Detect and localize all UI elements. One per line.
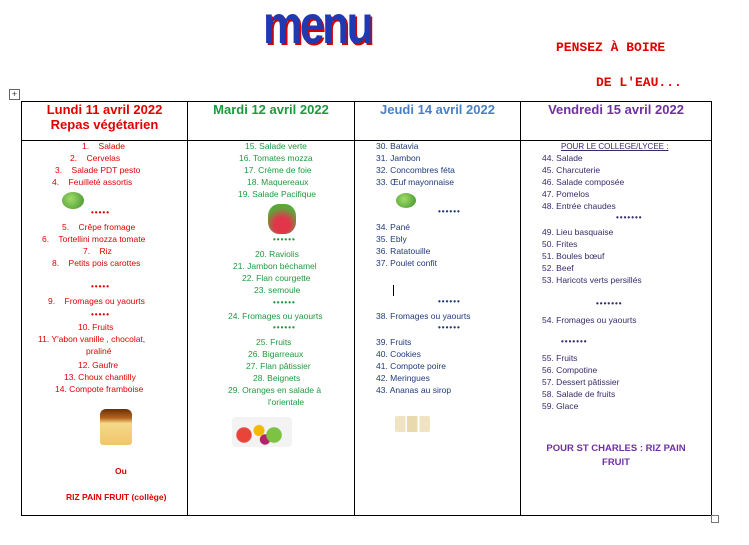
tuesday-title: Mardi 12 avril 2022 [213,102,329,117]
list-item: 6. Tortellini mozza tomate [42,234,146,244]
list-item: 57. Dessert pâtissier [542,377,620,387]
salad-icon [396,193,416,208]
list-item: 43. Ananas au sirop [376,385,452,395]
fruits-basket-icon [232,417,292,447]
monday-menu [22,141,188,516]
list-item: 53. Haricots verts persillés [542,275,642,285]
list-item: 25. Fruits [256,337,292,347]
list-item: 42. Meringues [376,373,430,383]
list-item: 38. Fromages ou yaourts [376,311,471,321]
separator: •••••• [273,235,296,244]
or-label: Ou [115,466,127,476]
list-item: 56. Compotine [542,365,598,375]
list-item: 50. Frites [542,239,578,249]
monday-alternative: RIZ PAIN FRUIT (collège) [66,492,167,502]
list-item: 44. Salade [542,153,583,163]
list-item: 3. Salade PDT pesto [55,165,141,175]
friday-menu [521,141,712,516]
drink-reminder-line2: DE L'EAU... [596,75,682,90]
thursday-title: Jeudi 14 avril 2022 [380,102,495,117]
list-item: l'orientale [268,397,305,407]
list-item: 48. Entrée chaudes [542,201,616,211]
salad-icon [62,192,84,209]
list-item: 36. Ratatouille [376,246,431,256]
list-item: 20. Raviolis [255,249,299,259]
list-item: 31. Jambon [376,153,421,163]
thursday-menu [355,141,521,516]
list-item: 10. Fruits [78,322,114,332]
list-item: 52. Beef [542,263,574,273]
separator: ••••••• [596,299,623,308]
list-item: 22. Flan courgette [242,273,311,283]
separator: ••••• [91,208,111,217]
list-item: 33. Œuf mayonnaise [376,177,454,187]
list-item: 26. Bigarreaux [248,349,304,359]
list-item: 27. Flan pâtissier [246,361,311,371]
list-item: 23. semoule [254,285,301,295]
separator: ••••• [91,310,111,319]
list-item: 1. Salade [82,141,126,151]
list-item: 2. Cervelas [70,153,121,163]
separator: ••••• [91,282,111,291]
list-item: 40. Cookies [376,349,421,359]
list-item: 58. Salade de fruits [542,389,616,399]
separator: ••••••• [561,337,588,346]
monday-subtitle: Repas végétarien [50,117,159,132]
header-tuesday [188,102,355,141]
list-item: 14. Compote framboise [55,384,144,394]
list-item: 34. Pané [376,222,411,232]
list-item: 32. Concombres féta [376,165,455,175]
header-monday [22,102,188,141]
list-item: 7. Riz [83,246,112,256]
list-item: 47. Pomelos [542,189,590,199]
header-thursday [355,102,521,141]
text-cursor [393,285,394,296]
separator: •••••• [273,323,296,332]
list-item: 24. Fromages ou yaourts [228,311,323,321]
separator: •••••• [438,207,461,216]
meringues-icon [395,416,430,432]
list-item: 54. Fromages ou yaourts [542,315,637,325]
list-item: 29. Oranges en salade à [228,385,322,395]
list-item: 12. Gaufre [78,360,119,370]
table-move-handle-icon[interactable]: + [9,89,20,100]
list-item: 46. Salade composée [542,177,625,187]
separator: ••••••• [616,213,643,222]
list-item: 39. Fruits [376,337,412,347]
list-item: 59. Glace [542,401,579,411]
list-item: 35. Ebly [376,234,407,244]
list-item: 11. Y'abon vanille , chocolat, [38,334,146,344]
list-item: 17. Crème de foie [244,165,312,175]
drink-reminder-line1: PENSEZ À BOIRE [556,40,666,55]
list-item: 9. Fromages ou yaourts [48,296,145,306]
list-item: 28. Beignets [253,373,301,383]
list-item: 55. Fruits [542,353,578,363]
list-item: 21. Jambon béchamel [233,261,317,271]
separator: •••••• [273,298,296,307]
friday-alternative-line1: POUR ST CHARLES : RIZ PAIN [546,443,686,454]
list-item: 51. Boules bœuf [542,251,605,261]
list-item: 15. Salade verte [245,141,307,151]
menu-table [21,101,712,516]
header-friday [521,102,712,141]
list-item: 49. Lieu basquaise [542,227,614,237]
list-item: 5. Crêpe fromage [62,222,136,232]
monday-title: Lundi 11 avril 2022 [46,102,163,117]
list-item: 18. Maquereaux [247,177,309,187]
friday-alternative-line2: FRUIT [602,457,630,468]
tuesday-menu [188,141,355,516]
menu-title: menu [263,0,372,55]
list-item: 4. Feuilleté assortis [52,177,133,187]
separator: •••••• [438,297,461,306]
separator: •••••• [438,323,461,332]
friday-note: POUR LE COLLEGE/LYCEE : [561,142,669,151]
list-item: 19. Salade Pacifique [238,189,316,199]
list-item: 16. Tomates mozza [239,153,313,163]
list-item: 8. Petits pois carottes [52,258,141,268]
friday-title: Vendredi 15 avril 2022 [548,102,684,117]
list-item: 37. Poulet confit [376,258,437,268]
list-item: 41. Compote poire [376,361,446,371]
list-item: 30. Batavia [376,141,419,151]
table-resize-handle[interactable] [711,515,719,523]
flan-dessert-icon [100,409,132,445]
radish-icon [268,204,296,234]
list-item: 13. Choux chantilly [64,372,136,382]
list-item: praliné [86,346,112,356]
list-item: 45. Charcuterie [542,165,601,175]
